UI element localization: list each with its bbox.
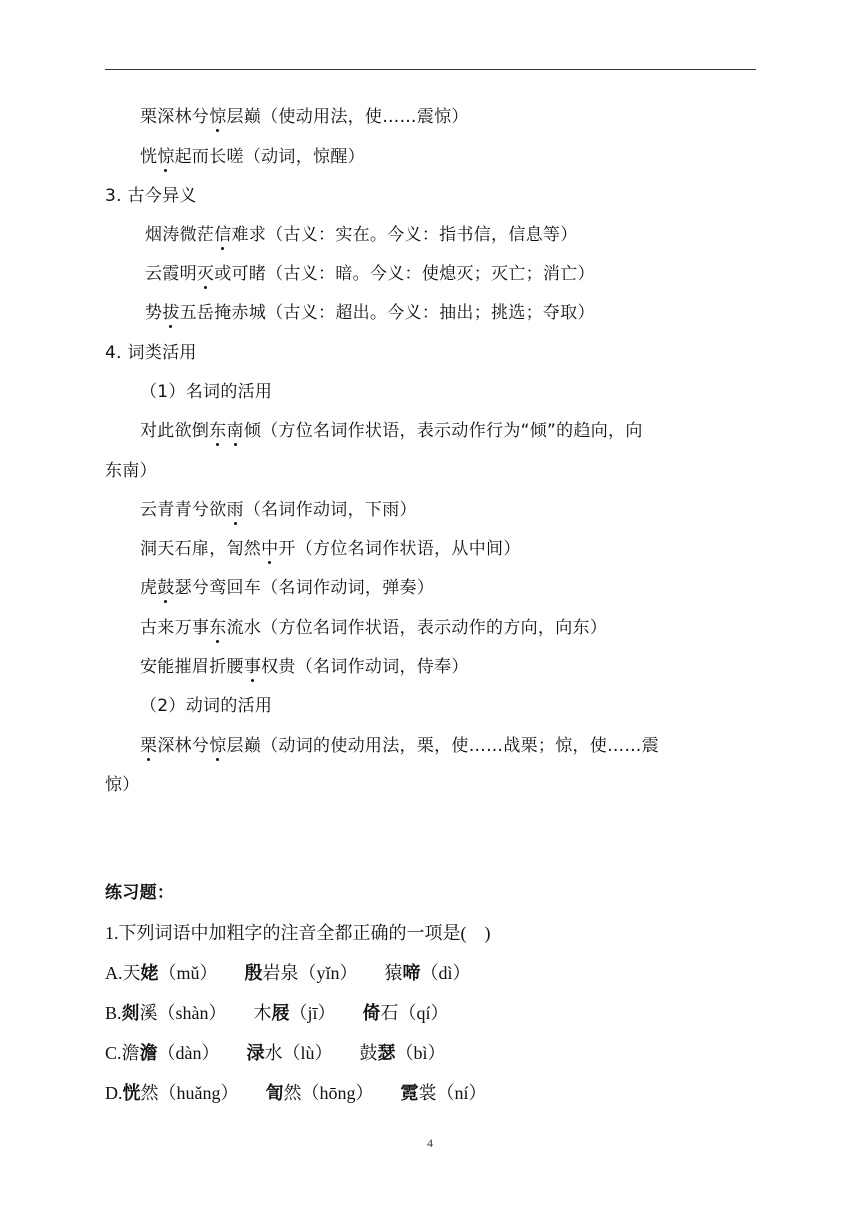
bold-char: 澹: [139, 1043, 158, 1063]
text-segment: 云青青兮欲: [140, 500, 227, 520]
text-line: [105, 774, 140, 796]
text-line: [145, 263, 595, 285]
text-segment: 对此欲倒: [140, 421, 210, 441]
text-segment: 练习题：: [105, 883, 175, 903]
emphasis-dot-char: 事: [243, 657, 262, 677]
section-heading: [105, 185, 197, 207]
emphasis-dot-char: 信: [214, 225, 232, 245]
text-segment: 虎: [140, 578, 158, 598]
text-segment: （1）名词的活用: [140, 382, 273, 402]
emphasis-dot-char: 灭: [196, 264, 215, 284]
text-line: [140, 106, 469, 128]
emphasis-dot-char: 东: [209, 618, 227, 638]
text-segment: 烟涛微茫: [145, 225, 215, 245]
option-d: [105, 1082, 487, 1104]
bold-char: 倚: [362, 1003, 381, 1023]
text-segment: （dì）: [420, 963, 471, 983]
bold-char: 殷: [244, 963, 263, 983]
text-line: [145, 224, 578, 246]
bold-char: 恍: [122, 1083, 141, 1103]
subsection-heading: [140, 381, 272, 403]
emphasis-dot-char: 雨: [226, 500, 244, 520]
emphasis-dot-char: 东: [209, 421, 227, 441]
text-segment: 栗深林兮: [140, 107, 210, 127]
text-segment: 起而长嗟（动词，惊醒）: [174, 147, 365, 167]
section-heading: [105, 342, 197, 364]
text-segment: 然（huǎng）: [140, 1083, 266, 1103]
text-line: [140, 146, 365, 168]
emphasis-dot-char: 拔: [162, 303, 180, 323]
option-a: [105, 962, 471, 984]
emphasis-dot-char: 南: [226, 421, 244, 441]
text-segment: 权贵（名词作动词，侍奉）: [261, 657, 469, 677]
text-line: [140, 617, 607, 639]
text-segment: 1.下列词语中加粗字的注音全都正确的一项是( ): [105, 923, 491, 943]
text-segment: （jī）: [289, 1003, 363, 1023]
bold-char: 剡: [121, 1003, 140, 1023]
text-segment: 势: [145, 303, 163, 323]
text-segment: 倾（方位名词作状语，表示动作行为“倾”的趋向，向: [243, 421, 643, 441]
text-segment: 深林兮: [157, 736, 210, 756]
text-segment: （bì）: [395, 1043, 446, 1063]
text-segment: （2）动词的活用: [140, 696, 273, 716]
text-line: [140, 499, 417, 521]
text-segment: 开（方位名词作状语，从中间）: [278, 539, 521, 559]
bold-char: 渌: [246, 1043, 265, 1063]
emphasis-dot-char: 惊: [157, 147, 175, 167]
text-line: [140, 538, 521, 560]
text-segment: 裳（ní）: [418, 1083, 487, 1103]
bold-char: 霓: [400, 1083, 419, 1103]
bold-char: 訇: [265, 1083, 284, 1103]
emphasis-dot-char: 惊: [209, 107, 227, 127]
bold-char: 瑟: [377, 1043, 396, 1063]
text-segment: 然（hōng）: [283, 1083, 401, 1103]
text-segment: 五岳掩赤城（古义：超出。今义：抽出；挑选；夺取）: [179, 303, 595, 323]
text-segment: B.: [105, 1003, 122, 1023]
emphasis-dot-char: 鼓: [157, 578, 175, 598]
text-line: [140, 420, 643, 442]
text-line: [140, 656, 469, 678]
question-stem: [105, 922, 491, 944]
text-segment: 安能摧眉折腰: [140, 657, 244, 677]
text-segment: 瑟兮鸾回车（名词作动词，弹奏）: [174, 578, 435, 598]
text-segment: C.澹: [105, 1043, 140, 1063]
subsection-heading: [140, 695, 272, 717]
text-segment: 流水（方位名词作状语，表示动作的方向，向东）: [226, 618, 608, 638]
text-segment: 层巅（使动用法，使……震惊）: [226, 107, 469, 127]
emphasis-dot-char: 栗: [140, 736, 158, 756]
text-line: [145, 302, 595, 324]
text-segment: 云霞明: [145, 264, 197, 284]
text-segment: 或可睹（古义：暗。今义：使熄灭；灭亡；消亡）: [214, 264, 595, 284]
text-segment: 惊）: [105, 775, 140, 795]
text-segment: 石（qí）: [380, 1003, 449, 1023]
text-segment: 岩泉（yǐn） 猿: [262, 963, 403, 983]
text-segment: 洞天石扉，訇然: [140, 539, 262, 559]
text-segment: 难求（古义：实在。今义：指书信，信息等）: [231, 225, 578, 245]
text-segment: （mǔ）: [158, 963, 245, 983]
text-line: [105, 460, 157, 482]
bold-char: 啼: [402, 963, 421, 983]
text-segment: （dàn）: [157, 1043, 247, 1063]
bold-char: 屐: [271, 1003, 290, 1023]
text-segment: 东南）: [105, 461, 157, 481]
option-c: [105, 1042, 446, 1064]
bold-char: 姥: [140, 963, 159, 983]
text-segment: 3. 古今异义: [105, 186, 197, 206]
text-segment: D.: [105, 1083, 123, 1103]
text-segment: 溪（shàn） 木: [139, 1003, 272, 1023]
text-line: [140, 577, 434, 599]
text-segment: 古来万事: [140, 618, 210, 638]
emphasis-dot-char: 惊: [209, 736, 227, 756]
option-b: [105, 1002, 449, 1024]
exercise-heading: [105, 882, 174, 904]
text-segment: 水（lù） 鼓: [264, 1043, 378, 1063]
text-segment: （名词作动词，下雨）: [243, 500, 417, 520]
text-segment: 恍: [140, 147, 158, 167]
header-rule: [105, 69, 756, 70]
emphasis-dot-char: 中: [261, 539, 279, 559]
text-segment: 层巅（动词的使动用法，栗，使……战栗；惊，使……震: [226, 736, 660, 756]
text-segment: A.天: [105, 963, 141, 983]
page-number: 4: [427, 1136, 433, 1150]
text-line: [140, 735, 659, 757]
text-segment: 4. 词类活用: [105, 343, 197, 363]
